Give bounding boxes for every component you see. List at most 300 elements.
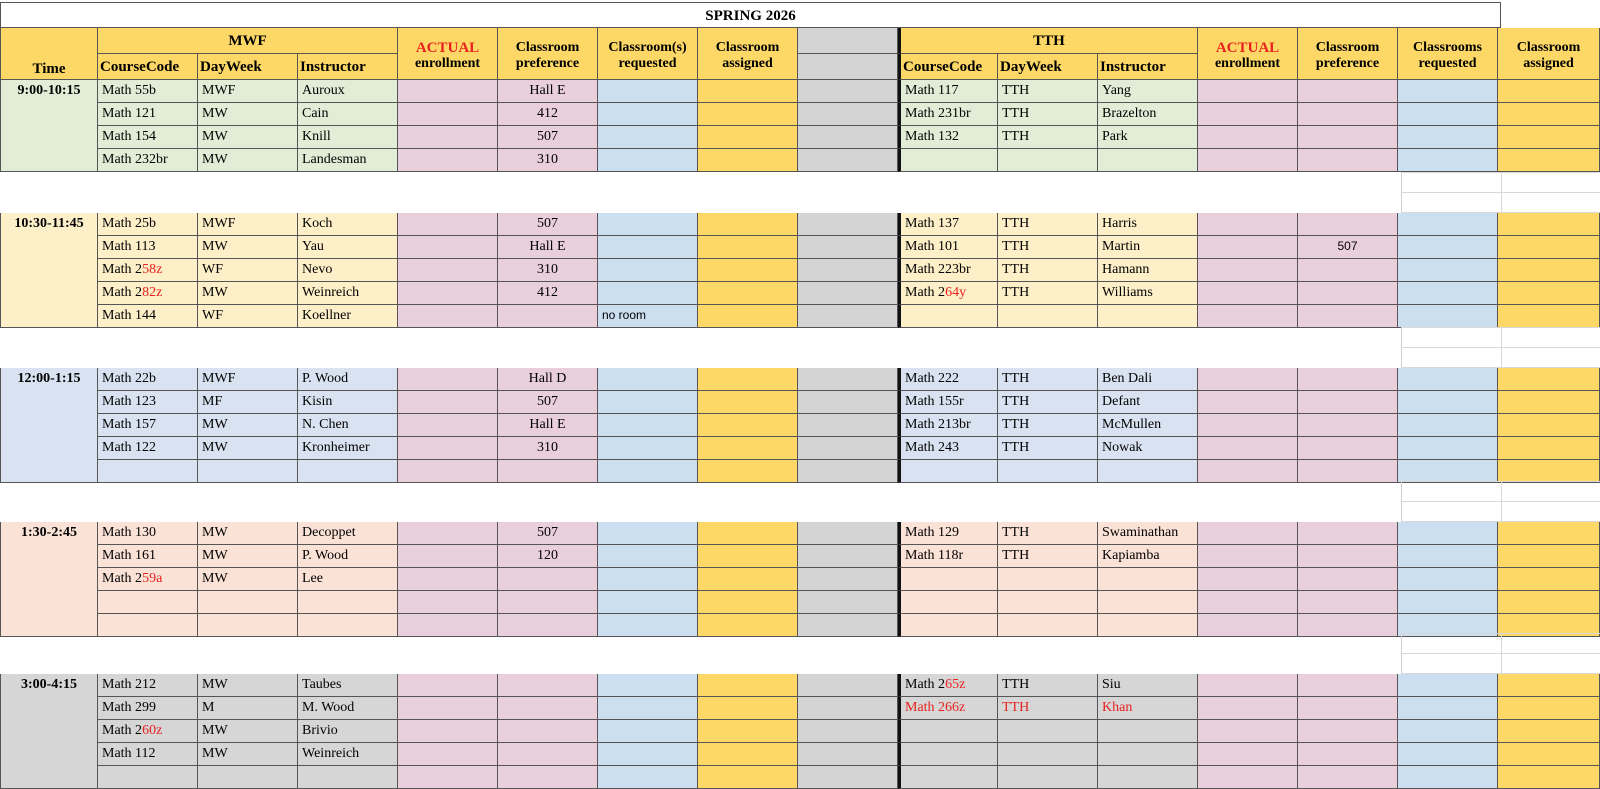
header-classroom-preference[interactable]: Classroom preference xyxy=(498,28,598,80)
classroom-assigned[interactable] xyxy=(698,391,798,414)
instructor[interactable]: Landesman xyxy=(298,149,398,172)
classroom-preference[interactable]: 310 xyxy=(498,259,598,282)
tth-classrooms-requested[interactable] xyxy=(1398,368,1498,391)
instructor[interactable]: Cain xyxy=(298,103,398,126)
tth-instructor[interactable] xyxy=(1098,460,1198,483)
tth-day-week[interactable]: TTH xyxy=(998,213,1098,236)
day-week[interactable]: MW xyxy=(198,545,298,568)
tth-instructor[interactable] xyxy=(1098,614,1198,637)
tth-instructor[interactable] xyxy=(1098,591,1198,614)
tth-classroom-preference[interactable] xyxy=(1298,103,1398,126)
actual-enrollment[interactable] xyxy=(398,80,498,103)
classroom-assigned[interactable] xyxy=(698,437,798,460)
tth-actual-enrollment[interactable] xyxy=(1198,368,1298,391)
tth-day-week[interactable]: TTH xyxy=(998,414,1098,437)
classroom-preference[interactable]: 507 xyxy=(498,213,598,236)
tth-actual-enrollment[interactable] xyxy=(1198,460,1298,483)
tth-instructor[interactable]: Martin xyxy=(1098,236,1198,259)
tth-course-code[interactable]: Math 264y xyxy=(898,282,998,305)
classroom-preference[interactable] xyxy=(498,305,598,328)
classrooms-requested[interactable] xyxy=(598,213,698,236)
tth-actual-enrollment[interactable] xyxy=(1198,305,1298,328)
classroom-assigned[interactable] xyxy=(698,305,798,328)
day-week[interactable]: MW xyxy=(198,720,298,743)
tth-actual-enrollment[interactable] xyxy=(1198,720,1298,743)
day-week[interactable]: MW xyxy=(198,522,298,545)
tth-instructor[interactable]: Defant xyxy=(1098,391,1198,414)
tth-course-code[interactable] xyxy=(898,591,998,614)
tth-course-code[interactable] xyxy=(898,743,998,766)
tth-classrooms-requested[interactable] xyxy=(1398,213,1498,236)
classroom-preference[interactable]: Hall E xyxy=(498,236,598,259)
course-code[interactable]: Math 260z xyxy=(98,720,198,743)
day-week[interactable]: M xyxy=(198,697,298,720)
header-day-week[interactable]: DayWeek xyxy=(198,54,298,80)
tth-classroom-preference[interactable]: 507 xyxy=(1298,236,1398,259)
instructor[interactable]: N. Chen xyxy=(298,414,398,437)
header-classrooms-requested[interactable]: Classroom(s) requested xyxy=(598,28,698,80)
actual-enrollment[interactable] xyxy=(398,674,498,697)
time-slot[interactable]: 12:00-1:15 xyxy=(0,368,98,483)
day-week[interactable]: MW xyxy=(198,437,298,460)
tth-instructor[interactable] xyxy=(1098,720,1198,743)
tth-instructor[interactable]: Swaminathan xyxy=(1098,522,1198,545)
actual-enrollment[interactable] xyxy=(398,614,498,637)
separator[interactable] xyxy=(798,697,898,720)
tth-day-week[interactable]: TTH xyxy=(998,697,1098,720)
separator-header[interactable] xyxy=(798,54,898,80)
tth-instructor[interactable]: Khan xyxy=(1098,697,1198,720)
tth-classrooms-requested[interactable] xyxy=(1398,591,1498,614)
classrooms-requested[interactable] xyxy=(598,614,698,637)
classroom-preference[interactable]: 412 xyxy=(498,103,598,126)
tth-course-code[interactable] xyxy=(898,568,998,591)
classrooms-requested[interactable] xyxy=(598,391,698,414)
separator[interactable] xyxy=(798,674,898,697)
tth-classroom-assigned[interactable] xyxy=(1498,213,1600,236)
instructor[interactable]: Yau xyxy=(298,236,398,259)
separator[interactable] xyxy=(798,282,898,305)
tth-classroom-preference[interactable] xyxy=(1298,545,1398,568)
tth-classrooms-requested[interactable] xyxy=(1398,545,1498,568)
classroom-assigned[interactable] xyxy=(698,720,798,743)
instructor[interactable]: Auroux xyxy=(298,80,398,103)
tth-classroom-preference[interactable] xyxy=(1298,149,1398,172)
actual-enrollment[interactable] xyxy=(398,743,498,766)
separator-header[interactable] xyxy=(798,28,898,54)
classroom-assigned[interactable] xyxy=(698,522,798,545)
tth-classroom-preference[interactable] xyxy=(1298,391,1398,414)
instructor[interactable]: Kronheimer xyxy=(298,437,398,460)
classrooms-requested[interactable] xyxy=(598,368,698,391)
tth-classroom-preference[interactable] xyxy=(1298,282,1398,305)
day-week[interactable]: MWF xyxy=(198,213,298,236)
actual-enrollment[interactable] xyxy=(398,460,498,483)
tth-day-week[interactable]: TTH xyxy=(998,368,1098,391)
tth-day-week[interactable]: TTH xyxy=(998,80,1098,103)
tth-actual-enrollment[interactable] xyxy=(1198,614,1298,637)
classroom-assigned[interactable] xyxy=(698,674,798,697)
course-code[interactable]: Math 121 xyxy=(98,103,198,126)
classroom-preference[interactable]: Hall D xyxy=(498,368,598,391)
day-week[interactable]: MW xyxy=(198,674,298,697)
tth-classrooms-requested[interactable] xyxy=(1398,149,1498,172)
separator[interactable] xyxy=(798,743,898,766)
tth-instructor[interactable]: McMullen xyxy=(1098,414,1198,437)
course-code[interactable] xyxy=(98,614,198,637)
tth-classrooms-requested[interactable] xyxy=(1398,460,1498,483)
header-tth-actual-enrollment[interactable]: ACTUAL enrollment xyxy=(1198,28,1298,80)
course-code[interactable]: Math 130 xyxy=(98,522,198,545)
tth-actual-enrollment[interactable] xyxy=(1198,545,1298,568)
blank-row[interactable] xyxy=(1401,633,1600,674)
tth-course-code[interactable]: Math 223br xyxy=(898,259,998,282)
tth-actual-enrollment[interactable] xyxy=(1198,743,1298,766)
classrooms-requested[interactable] xyxy=(598,149,698,172)
classroom-preference[interactable]: 120 xyxy=(498,545,598,568)
classroom-preference[interactable] xyxy=(498,614,598,637)
classroom-preference[interactable] xyxy=(498,697,598,720)
tth-classroom-assigned[interactable] xyxy=(1498,103,1600,126)
tth-classrooms-requested[interactable] xyxy=(1398,414,1498,437)
tth-classroom-assigned[interactable] xyxy=(1498,591,1600,614)
tth-classrooms-requested[interactable] xyxy=(1398,697,1498,720)
tth-course-code[interactable]: Math 137 xyxy=(898,213,998,236)
tth-actual-enrollment[interactable] xyxy=(1198,80,1298,103)
time-slot[interactable]: 3:00-4:15 xyxy=(0,674,98,789)
tth-instructor[interactable] xyxy=(1098,568,1198,591)
course-code[interactable]: Math 161 xyxy=(98,545,198,568)
day-week[interactable] xyxy=(198,591,298,614)
actual-enrollment[interactable] xyxy=(398,568,498,591)
tth-course-code[interactable]: Math 265z xyxy=(898,674,998,697)
tth-classroom-assigned[interactable] xyxy=(1498,80,1600,103)
classrooms-requested[interactable] xyxy=(598,126,698,149)
separator[interactable] xyxy=(798,591,898,614)
course-code[interactable]: Math 22b xyxy=(98,368,198,391)
tth-classroom-preference[interactable] xyxy=(1298,743,1398,766)
course-code[interactable]: Math 299 xyxy=(98,697,198,720)
instructor[interactable]: P. Wood xyxy=(298,368,398,391)
tth-instructor[interactable] xyxy=(1098,743,1198,766)
blank-row[interactable] xyxy=(1401,481,1600,522)
tth-day-week[interactable]: TTH xyxy=(998,282,1098,305)
tth-classrooms-requested[interactable] xyxy=(1398,674,1498,697)
tth-classroom-preference[interactable] xyxy=(1298,80,1398,103)
tth-classroom-assigned[interactable] xyxy=(1498,236,1600,259)
tth-actual-enrollment[interactable] xyxy=(1198,103,1298,126)
separator[interactable] xyxy=(798,437,898,460)
tth-classroom-preference[interactable] xyxy=(1298,414,1398,437)
classroom-assigned[interactable] xyxy=(698,126,798,149)
actual-enrollment[interactable] xyxy=(398,282,498,305)
day-week[interactable] xyxy=(198,460,298,483)
classroom-preference[interactable]: 507 xyxy=(498,126,598,149)
instructor[interactable]: Weinreich xyxy=(298,282,398,305)
tth-day-week[interactable] xyxy=(998,614,1098,637)
classroom-assigned[interactable] xyxy=(698,103,798,126)
classroom-assigned[interactable] xyxy=(698,149,798,172)
tth-classrooms-requested[interactable] xyxy=(1398,282,1498,305)
header-tth-classroom-preference[interactable]: Classroom preference xyxy=(1298,28,1398,80)
tth-actual-enrollment[interactable] xyxy=(1198,568,1298,591)
actual-enrollment[interactable] xyxy=(398,126,498,149)
classroom-preference[interactable]: 310 xyxy=(498,149,598,172)
classroom-preference[interactable]: Hall E xyxy=(498,414,598,437)
tth-classrooms-requested[interactable] xyxy=(1398,80,1498,103)
tth-day-week[interactable] xyxy=(998,743,1098,766)
classroom-assigned[interactable] xyxy=(698,414,798,437)
tth-classroom-assigned[interactable] xyxy=(1498,522,1600,545)
tth-classroom-assigned[interactable] xyxy=(1498,282,1600,305)
header-mwf[interactable]: MWF xyxy=(98,28,398,54)
actual-enrollment[interactable] xyxy=(398,259,498,282)
tth-classroom-assigned[interactable] xyxy=(1498,259,1600,282)
tth-classrooms-requested[interactable] xyxy=(1398,305,1498,328)
tth-day-week[interactable] xyxy=(998,720,1098,743)
actual-enrollment[interactable] xyxy=(398,591,498,614)
instructor[interactable] xyxy=(298,591,398,614)
day-week[interactable]: WF xyxy=(198,305,298,328)
tth-classrooms-requested[interactable] xyxy=(1398,437,1498,460)
separator[interactable] xyxy=(798,259,898,282)
classrooms-requested[interactable] xyxy=(598,460,698,483)
tth-day-week[interactable]: TTH xyxy=(998,236,1098,259)
tth-actual-enrollment[interactable] xyxy=(1198,391,1298,414)
tth-day-week[interactable]: TTH xyxy=(998,103,1098,126)
instructor[interactable]: Weinreich xyxy=(298,743,398,766)
day-week[interactable]: MWF xyxy=(198,80,298,103)
tth-classroom-preference[interactable] xyxy=(1298,591,1398,614)
classrooms-requested[interactable]: no room xyxy=(598,305,698,328)
classrooms-requested[interactable] xyxy=(598,697,698,720)
actual-enrollment[interactable] xyxy=(398,697,498,720)
tth-actual-enrollment[interactable] xyxy=(1198,149,1298,172)
tth-classroom-assigned[interactable] xyxy=(1498,674,1600,697)
tth-actual-enrollment[interactable] xyxy=(1198,259,1298,282)
header-tth-instructor[interactable]: Instructor xyxy=(1098,54,1198,80)
tth-course-code[interactable]: Math 117 xyxy=(898,80,998,103)
header-tth-classroom-assigned[interactable]: Classroom assigned xyxy=(1498,28,1600,80)
header-course-code[interactable]: CourseCode xyxy=(98,54,198,80)
day-week[interactable] xyxy=(198,614,298,637)
course-code[interactable] xyxy=(98,591,198,614)
classrooms-requested[interactable] xyxy=(598,80,698,103)
tth-classroom-preference[interactable] xyxy=(1298,720,1398,743)
tth-actual-enrollment[interactable] xyxy=(1198,282,1298,305)
separator[interactable] xyxy=(798,391,898,414)
tth-classroom-preference[interactable] xyxy=(1298,568,1398,591)
classrooms-requested[interactable] xyxy=(598,103,698,126)
tth-classroom-preference[interactable] xyxy=(1298,460,1398,483)
separator[interactable] xyxy=(798,305,898,328)
tth-day-week[interactable]: TTH xyxy=(998,522,1098,545)
blank-row[interactable] xyxy=(1401,172,1600,213)
actual-enrollment[interactable] xyxy=(398,437,498,460)
tth-classroom-assigned[interactable] xyxy=(1498,414,1600,437)
classrooms-requested[interactable] xyxy=(598,743,698,766)
tth-day-week[interactable]: TTH xyxy=(998,259,1098,282)
day-week[interactable]: MW xyxy=(198,149,298,172)
course-code[interactable]: Math 259a xyxy=(98,568,198,591)
tth-classroom-preference[interactable] xyxy=(1298,437,1398,460)
tth-course-code[interactable] xyxy=(898,460,998,483)
time-slot[interactable]: 1:30-2:45 xyxy=(0,522,98,637)
separator[interactable] xyxy=(798,414,898,437)
classroom-preference[interactable]: 507 xyxy=(498,522,598,545)
instructor[interactable]: Knill xyxy=(298,126,398,149)
classroom-assigned[interactable] xyxy=(698,591,798,614)
classrooms-requested[interactable] xyxy=(598,568,698,591)
tth-classroom-preference[interactable] xyxy=(1298,126,1398,149)
tth-day-week[interactable]: TTH xyxy=(998,126,1098,149)
tth-course-code[interactable]: Math 101 xyxy=(898,236,998,259)
tth-classrooms-requested[interactable] xyxy=(1398,522,1498,545)
blank-row[interactable] xyxy=(1401,327,1600,368)
tth-course-code[interactable] xyxy=(898,305,998,328)
classroom-preference[interactable]: 412 xyxy=(498,282,598,305)
tth-classrooms-requested[interactable] xyxy=(1398,391,1498,414)
tth-course-code[interactable]: Math 132 xyxy=(898,126,998,149)
header-time[interactable]: Time xyxy=(0,28,98,80)
instructor[interactable]: Nevo xyxy=(298,259,398,282)
classrooms-requested[interactable] xyxy=(598,414,698,437)
separator[interactable] xyxy=(798,545,898,568)
day-week[interactable]: MW xyxy=(198,236,298,259)
time-slot[interactable]: 10:30-11:45 xyxy=(0,213,98,328)
classroom-assigned[interactable] xyxy=(698,213,798,236)
separator[interactable] xyxy=(798,720,898,743)
tth-day-week[interactable] xyxy=(998,460,1098,483)
classrooms-requested[interactable] xyxy=(598,522,698,545)
header-tth[interactable]: TTH xyxy=(898,28,1198,54)
separator[interactable] xyxy=(798,213,898,236)
tth-instructor[interactable] xyxy=(1098,305,1198,328)
course-code[interactable]: Math 123 xyxy=(98,391,198,414)
day-week[interactable]: MW xyxy=(198,282,298,305)
tth-actual-enrollment[interactable] xyxy=(1198,126,1298,149)
course-code[interactable] xyxy=(98,460,198,483)
tth-instructor[interactable]: Hamann xyxy=(1098,259,1198,282)
tth-day-week[interactable]: TTH xyxy=(998,437,1098,460)
instructor[interactable]: Brivio xyxy=(298,720,398,743)
tth-classrooms-requested[interactable] xyxy=(1398,720,1498,743)
tth-course-code[interactable] xyxy=(898,614,998,637)
actual-enrollment[interactable] xyxy=(398,103,498,126)
tth-actual-enrollment[interactable] xyxy=(1198,437,1298,460)
course-code[interactable]: Math 157 xyxy=(98,414,198,437)
tth-classroom-assigned[interactable] xyxy=(1498,545,1600,568)
tth-actual-enrollment[interactable] xyxy=(1198,697,1298,720)
tth-classroom-assigned[interactable] xyxy=(1498,460,1600,483)
header-classroom-assigned[interactable]: Classroom assigned xyxy=(698,28,798,80)
classroom-preference[interactable] xyxy=(498,720,598,743)
tth-classroom-assigned[interactable] xyxy=(1498,149,1600,172)
classrooms-requested[interactable] xyxy=(598,591,698,614)
tth-actual-enrollment[interactable] xyxy=(1198,674,1298,697)
tth-day-week[interactable]: TTH xyxy=(998,545,1098,568)
course-code[interactable]: Math 112 xyxy=(98,743,198,766)
classroom-preference[interactable]: 310 xyxy=(498,437,598,460)
separator[interactable] xyxy=(798,568,898,591)
instructor[interactable]: Taubes xyxy=(298,674,398,697)
tth-classroom-preference[interactable] xyxy=(1298,697,1398,720)
instructor[interactable]: Lee xyxy=(298,568,398,591)
classrooms-requested[interactable] xyxy=(598,236,698,259)
separator[interactable] xyxy=(798,460,898,483)
tth-classroom-preference[interactable] xyxy=(1298,522,1398,545)
tth-day-week[interactable] xyxy=(998,149,1098,172)
separator[interactable] xyxy=(798,80,898,103)
classroom-preference[interactable]: 507 xyxy=(498,391,598,414)
classroom-preference[interactable]: Hall E xyxy=(498,80,598,103)
course-code[interactable]: Math 122 xyxy=(98,437,198,460)
classrooms-requested[interactable] xyxy=(598,259,698,282)
day-week[interactable]: MWF xyxy=(198,368,298,391)
tth-instructor[interactable]: Yang xyxy=(1098,80,1198,103)
classroom-assigned[interactable] xyxy=(698,568,798,591)
separator[interactable] xyxy=(798,149,898,172)
instructor[interactable]: Koch xyxy=(298,213,398,236)
tth-day-week[interactable]: TTH xyxy=(998,391,1098,414)
course-code[interactable]: Math 55b xyxy=(98,80,198,103)
tth-course-code[interactable] xyxy=(898,720,998,743)
tth-day-week[interactable]: TTH xyxy=(998,674,1098,697)
tth-classroom-assigned[interactable] xyxy=(1498,368,1600,391)
classroom-assigned[interactable] xyxy=(698,236,798,259)
tth-classroom-preference[interactable] xyxy=(1298,674,1398,697)
classroom-assigned[interactable] xyxy=(698,614,798,637)
actual-enrollment[interactable] xyxy=(398,236,498,259)
tth-classroom-preference[interactable] xyxy=(1298,368,1398,391)
separator[interactable] xyxy=(798,236,898,259)
classroom-assigned[interactable] xyxy=(698,368,798,391)
tth-instructor[interactable]: Kapiamba xyxy=(1098,545,1198,568)
tth-course-code[interactable]: Math 213br xyxy=(898,414,998,437)
tth-classrooms-requested[interactable] xyxy=(1398,236,1498,259)
tth-instructor[interactable]: Park xyxy=(1098,126,1198,149)
day-week[interactable]: WF xyxy=(198,259,298,282)
tth-instructor[interactable]: Williams xyxy=(1098,282,1198,305)
tth-actual-enrollment[interactable] xyxy=(1198,522,1298,545)
classroom-assigned[interactable] xyxy=(698,545,798,568)
tth-classroom-assigned[interactable] xyxy=(1498,743,1600,766)
tth-day-week[interactable] xyxy=(998,568,1098,591)
tth-classrooms-requested[interactable] xyxy=(1398,126,1498,149)
tth-classrooms-requested[interactable] xyxy=(1398,568,1498,591)
instructor[interactable]: P. Wood xyxy=(298,545,398,568)
tth-course-code[interactable]: Math 222 xyxy=(898,368,998,391)
classroom-assigned[interactable] xyxy=(698,460,798,483)
actual-enrollment[interactable] xyxy=(398,368,498,391)
tth-actual-enrollment[interactable] xyxy=(1198,213,1298,236)
day-week[interactable]: MW xyxy=(198,743,298,766)
header-tth-classrooms-requested[interactable]: Classrooms requested xyxy=(1398,28,1498,80)
tth-classroom-preference[interactable] xyxy=(1298,305,1398,328)
course-code[interactable]: Math 154 xyxy=(98,126,198,149)
tth-course-code[interactable]: Math 266z xyxy=(898,697,998,720)
classroom-assigned[interactable] xyxy=(698,80,798,103)
header-actual-enrollment[interactable]: ACTUAL enrollment xyxy=(398,28,498,80)
tth-classrooms-requested[interactable] xyxy=(1398,259,1498,282)
tth-instructor[interactable]: Nowak xyxy=(1098,437,1198,460)
day-week[interactable]: MW xyxy=(198,414,298,437)
instructor[interactable]: Kisin xyxy=(298,391,398,414)
day-week[interactable]: MF xyxy=(198,391,298,414)
separator[interactable] xyxy=(798,126,898,149)
tth-course-code[interactable]: Math 155r xyxy=(898,391,998,414)
instructor[interactable] xyxy=(298,460,398,483)
